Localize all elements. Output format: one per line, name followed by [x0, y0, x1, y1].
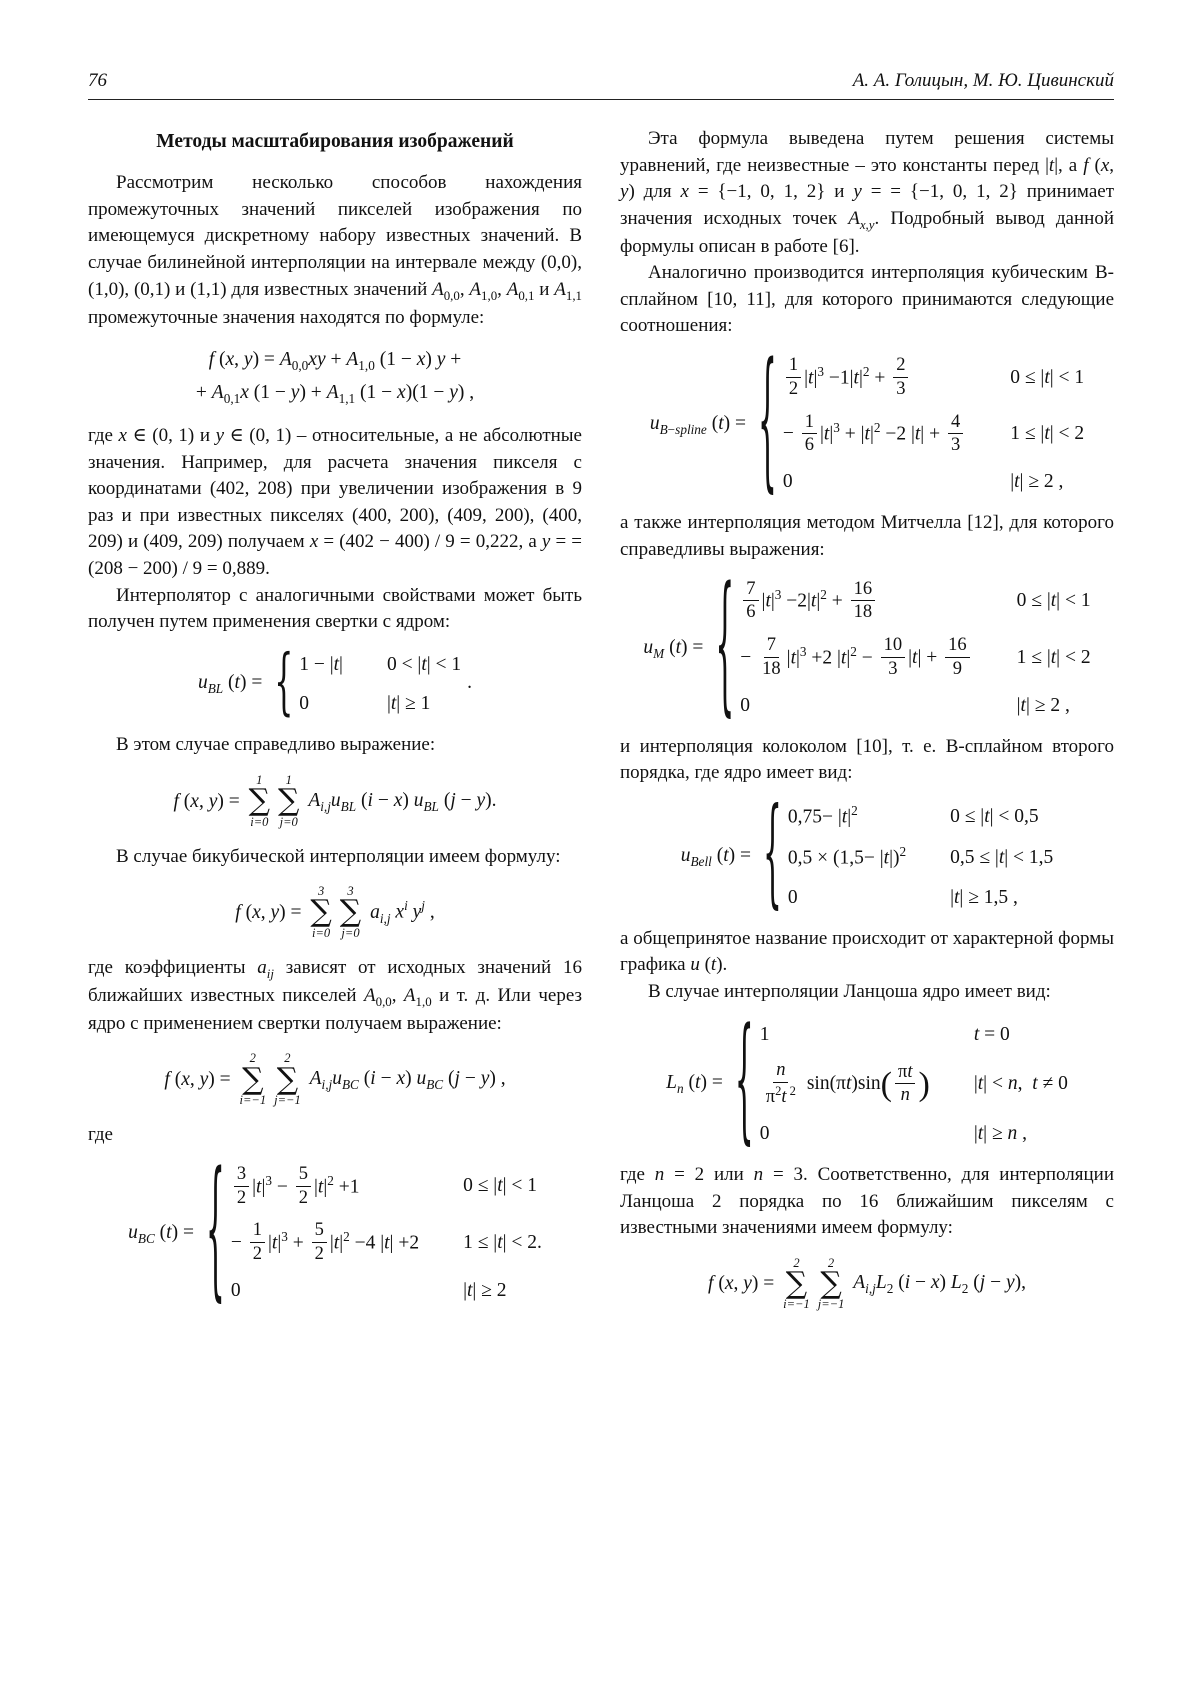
paragraph-bicubic: В случае бикубической интерполяции имеем формулу: — [116, 845, 561, 867]
paragraph-coefficients: где коэффициенты $a_{ij}$ зависят от исходных значений 16 ближайших известных пикселей $A_{0,0}$, $A_{1,0}$ и т. д. Или через ядро с применением свертки получаем выражение: — [88, 957, 582, 1034]
left-column — [88, 126, 582, 1326]
formula-sum-lanczos: f (x, y) = 2 ∑ i=−1 2 ∑ j=−1 $A_{i,j}L_2$ (i − x) $L_2$ (j − y), — [708, 1255, 1026, 1312]
formula-ubc-kernel: $u_{BC}$ (t) = { $\frac{3}{2}$ $|t|^3$ − $\frac{5}{2}$ $|t|^2 +1$ 0 ≤ |t| < 1 − $\frac{1}{2}$ $|t|^3$ + $\frac{5}{2}$ $|t|^2 -4$ |t| +2 1 ≤ |t| < 2. 0 |t| ≥ 2 — [128, 1143, 542, 1320]
formula-bell-kernel: $u_{Bell}$ (t) = { $0,75- |t|^2$ 0 ≤ |t| < 0,5 $0,5 \times (1,5- |t|)^2$ 0,5 ≤ |t| < 1,5 0 |t| ≥ 1,5 , — [680, 785, 1054, 924]
paragraph-derivation: Эта формула выведена путем решения системы уравнений, где неизвестные – это константы перед |t|, а f (x, y) для x = {−1, 0, 1, 2} и y = = {−1, 0, 1, 2} принимает значения исходных точек $A_{x,y}$. Подробный вывод данной формулы описан в работе [6]. — [620, 128, 1114, 257]
paragraph-where: где — [88, 1124, 113, 1146]
formula-bilinear: f (x, $y) = A_{0,0}xy + A_{1,0}$ (1 − x) y + + $A_{0,1}x$ $(1 - y) + A_{1,1}$ (1 − x)(1 − y) , — [195, 349, 475, 406]
section-heading: Методы масштабирования изображений — [156, 131, 514, 152]
paragraph-interpolator-kernel: Интерполятор с аналогичными свойствами может быть получен путем применения свертки с ядром: — [88, 584, 582, 633]
two-column-layout — [88, 126, 1114, 1326]
page-number: 76 — [88, 70, 107, 91]
right-column — [620, 126, 1114, 1326]
formula-ubl-kernel: $u_{BL}$ (t) = { 1 − |t| 0 < |t| < 1 0 |t| ≥ 1 . — [197, 640, 473, 726]
paragraph-bell-intro: и интерполяция колоколом [10], т. е. B-сплайном второго порядка, где ядро имеет вид: — [620, 735, 1114, 784]
paragraph-intro: Рассмотрим несколько способов нахождения промежуточных значений пикселей изображения по имеющемуся дискретному набору известных значений. В случае билинейной интерполяции на интервале между (0,0), (1,0), (0,1) и (1,1) для известных значений $A_{0,0}$, $A_{1,0}$, $A_{0,1}$ и $A_{1,1}$ промежуточные значения находятся по формуле: — [88, 172, 583, 328]
paragraph-bspline-intro: Аналогично производится интерполяция кубическим B-сплайном [10, 11], для которого принимаются следующие соотношения: — [620, 262, 1114, 337]
paragraph-expression-valid: В этом случае справедливо выражение: — [116, 734, 436, 756]
formula-sum-bc: f (x, y) = 2 ∑ i=−1 2 ∑ j=−1 $A_{i,j}u_{BC}$ (i − x) $u_{BC}$ (j − y) , — [164, 1051, 506, 1108]
formula-bspline-kernel: $u_{B-spline}$ (t) = { $\frac{1}{2}$ $|t|^3 -1|t|^2$ + $\frac{2}{3}$ 0 ≤ |t| < 1 − $\frac{1}{6}$ $|t|^3 + |t|^2 -2$ |t| + $\frac{4}{3}$ 1 ≤ |t| < 2 0 |t| ≥ 2 , — [649, 334, 1085, 511]
paragraph-lanczos-intro: В случае интерполяции Ланцоша ядро имеет вид: — [648, 981, 1051, 1003]
page-header — [88, 70, 1114, 100]
paragraph-bell-name: а общепринятое название происходит от характерной формы графика u (t). — [620, 927, 1114, 976]
paragraph-lanczos-order: где n = 2 или n = 3. Соответственно, для интерполяции Ланцоша 2 порядка по 16 ближайшим пикселям с известными значениями имеем формулу: — [620, 1163, 1114, 1239]
formula-bicubic: f (x, y) = 3 ∑ i=0 3 ∑ j=0 $a_{i,j}$ $x^i$ $y^j$ , — [235, 884, 435, 940]
formula-lanczos-kernel: $L_n$ (t) = { 1 t = 0 $\frac{n}{\pi^2t ^2}$ sin(πt)sin ( $\frac{\pi t}{n}$ ) |t| < n, t ≠ 0 0 |t| ≥ n , — [666, 1002, 1068, 1161]
page-authors: А. А. Голицын, М. Ю. Цивинский — [852, 70, 1114, 91]
formula-mitchell-kernel: $u_M$ (t) = { $\frac{7}{6}$ $|t|^3 -2|t|^2$ + $\frac{16}{18}$ 0 ≤ |t| < 1 − $\frac{7}{18}$ $|t|^3 +2$ $|t|^2$ − $\frac{10}{3}$ |t| + $\frac{16}{9}$ 1 ≤ |t| < 2 0 |t| ≥ 2 , — [643, 557, 1091, 735]
formula-sum-bl: f (x, y) = 1 ∑ i=0 1 ∑ j=0 $A_{i,j}u_{BL}$ (i − x) $u_{BL}$ (j − y). — [173, 772, 497, 829]
paragraph-mitchell-intro: а также интерполяция методом Митчелла [12], для которого справедливы выражения: — [620, 512, 1114, 560]
paragraph-relative-values: где x ∈ (0, 1) и y ∈ (0, 1) – относительные, а не абсолютные значения. Например, для расчета значения пикселя с координатами (402, 208) при увеличении изображения в 9 раз и при известных пикселях (400, 200), (409, 200), (400, 209) и (409, 209) получаем x = (402 − 400) / 9 = 0,222, а y = = (208 − 200) / 9 = 0,889. — [88, 425, 583, 580]
